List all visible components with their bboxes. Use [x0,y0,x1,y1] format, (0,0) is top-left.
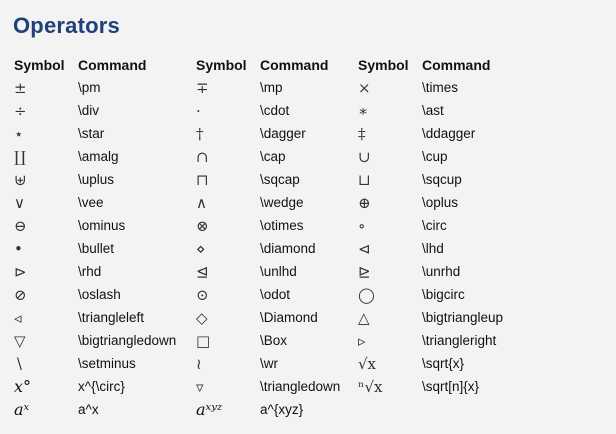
operator-symbol: ∘ [358,216,366,235]
operators-table [10,53,548,421]
table-row [10,191,548,214]
table-header-row [10,53,548,76]
operator-command: \setminus [78,356,136,371]
operator-command: \dagger [260,126,306,141]
operator-command: \otimes [260,218,304,233]
column-header-symbol: Symbol [196,56,247,73]
operator-symbol: ◯ [358,285,375,304]
operator-command: \ddagger [422,126,476,141]
operator-symbol: √x [358,354,377,373]
operator-command: \odot [260,287,291,302]
operator-symbol: ⊙ [196,285,209,304]
operator-symbol: ⊗ [196,216,209,235]
operator-symbol: ∖ [14,354,24,373]
operator-symbol: ▿ [196,377,204,396]
operator-symbol: ⋄ [196,239,206,258]
operator-command: \bigcirc [422,287,465,302]
operator-command: \oplus [422,195,459,210]
table-row [10,329,548,352]
operator-command: \ominus [78,218,126,233]
operator-symbol: aˣʸᶻ [196,400,223,419]
table-row [10,260,548,283]
operator-command: \cdot [260,103,290,118]
table-row [10,99,548,122]
operator-command: \sqcap [260,172,300,187]
table-row [10,76,548,99]
operator-command: a^x [78,402,99,417]
operator-symbol [354,398,418,421]
operator-symbol: ⊔ [358,170,371,189]
operator-command: \wedge [260,195,304,210]
operator-command: \unrhd [422,264,461,279]
operator-command: \Diamond [260,310,318,325]
operator-symbol: ▽ [14,331,26,350]
operator-command: \unlhd [260,264,297,279]
operator-command [418,398,548,421]
table-row [10,283,548,306]
operator-command: \triangleleft [78,310,145,325]
operator-symbol: ∩ [196,147,209,166]
column-header-command: Command [260,56,329,73]
operator-symbol: ∗ [358,101,369,120]
operator-command: \triangleright [422,333,497,348]
table-row [10,352,548,375]
table-row [10,168,548,191]
operator-symbol: aˣ [14,400,30,419]
operator-symbol: ∨ [14,193,25,212]
page-title: Operators [13,13,120,38]
operator-symbol: · [196,101,201,120]
operator-symbol: † [196,124,204,143]
table-row [10,375,548,398]
operator-command: \Box [260,333,288,348]
operator-symbol: ▹ [358,331,366,350]
table-row [10,214,548,237]
operator-symbol: ‡ [358,124,366,143]
table-row [10,145,548,168]
operator-symbol: ◃ [14,308,22,327]
operator-command: \mp [260,80,283,95]
operator-symbol: ◇ [196,308,208,327]
operator-symbol: ⊴ [196,262,209,281]
column-header-symbol: Symbol [358,56,409,73]
operator-symbol: ⊕ [358,193,371,212]
table-row [10,237,548,260]
operator-symbol: ≀ [196,354,202,373]
operator-command: \cup [422,149,448,164]
operator-command: \circ [422,218,447,233]
operator-command: \bigtriangledown [78,333,177,348]
operator-command: x^{\circ} [78,379,125,394]
operator-symbol: ⊎ [14,170,27,189]
operator-command: \sqcup [422,172,462,187]
operator-symbol: × [358,78,371,97]
operator-symbol: ⊳ [14,262,27,281]
operator-command: \rhd [78,264,102,279]
operator-symbol: ∪ [358,147,371,166]
operator-command: \triangledown [260,379,341,394]
operator-symbol: ± [14,78,27,97]
operator-command: \bigtriangleup [422,310,504,325]
operator-command: \sqrt{x} [422,356,465,371]
operator-command: \star [78,126,105,141]
column-header-command: Command [422,56,491,73]
operator-command: \uplus [78,172,115,187]
operator-command: \bullet [78,241,115,256]
column-header-command: Command [78,56,147,73]
operator-symbol: ∓ [196,78,209,97]
operator-symbol: ⋆ [14,124,24,143]
operator-symbol: ⊵ [358,262,371,281]
table-row [10,306,548,329]
operator-symbol: ÷ [14,101,27,120]
operator-symbol: □ [196,331,211,350]
operator-command: \cap [260,149,286,164]
operator-command: \lhd [422,241,444,256]
operator-command: \vee [78,195,104,210]
operator-command: \sqrt[n]{x} [422,379,480,394]
operator-command: a^{xyz} [260,402,304,417]
operator-symbol: ⊖ [14,216,27,235]
table-row [10,122,548,145]
operator-symbol: ⁿ√x [358,377,383,396]
operator-symbol: ⊘ [14,285,27,304]
table-row [10,398,548,421]
operator-command: \diamond [260,241,316,256]
operator-command: \wr [260,356,278,371]
operator-command: \oslash [78,287,121,302]
operator-symbol: ⊲ [358,239,371,258]
operator-symbol: ∧ [196,193,207,212]
operator-command: \times [422,80,459,95]
operator-command: \pm [78,80,101,95]
operator-symbol: • [14,239,23,258]
operator-symbol: ∐ [14,147,26,166]
column-header-symbol: Symbol [14,56,65,73]
operator-symbol: x° [14,377,32,396]
operator-command: \amalg [78,149,119,164]
operator-command: \div [78,103,100,118]
operator-symbol: △ [358,308,370,327]
operator-command: \ast [422,103,444,118]
operator-symbol: ⊓ [196,170,209,189]
